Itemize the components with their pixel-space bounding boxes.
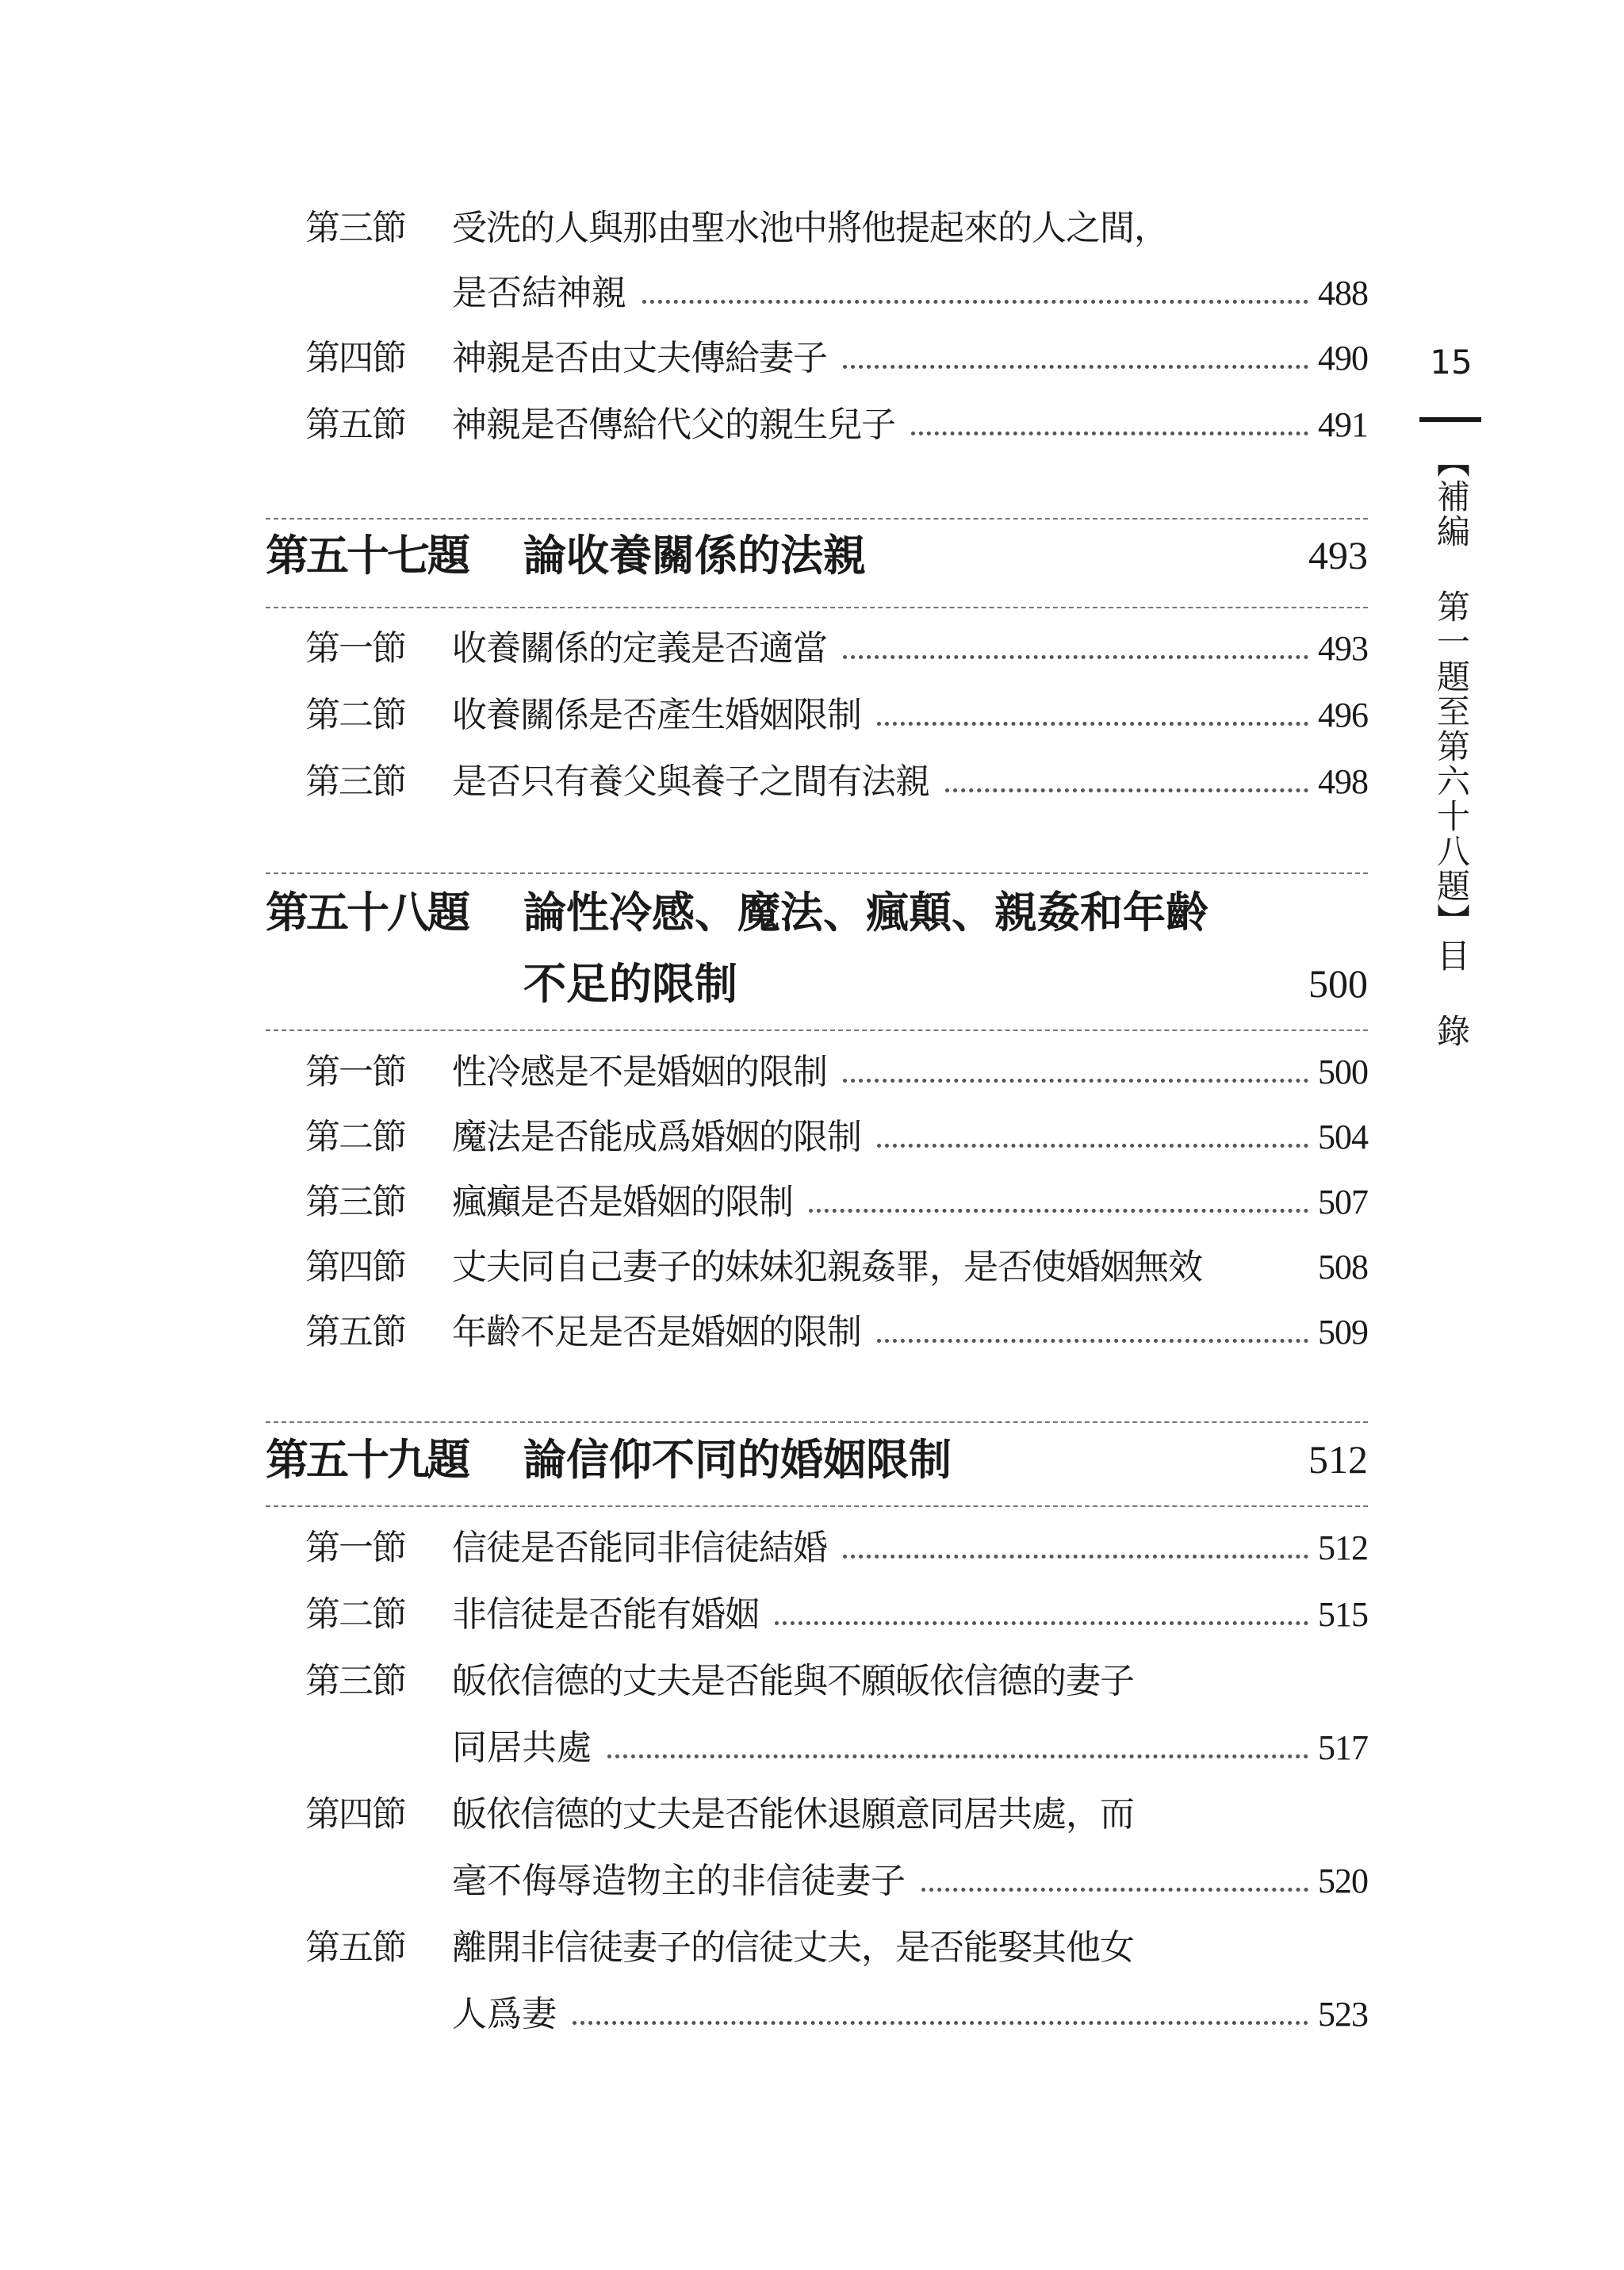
page-ref: 509 <box>1318 1313 1368 1352</box>
section-label: 第五節 <box>305 1927 405 1968</box>
chapter-heading <box>266 880 1368 944</box>
divider <box>266 872 1368 874</box>
chapter-number: 第五十八題 <box>266 887 468 938</box>
leader-dots <box>877 1144 1308 1148</box>
leader-dots <box>945 788 1308 792</box>
leader-dots <box>877 722 1308 726</box>
page-ref: 496 <box>1318 696 1368 734</box>
divider <box>266 518 1368 520</box>
leader-dots <box>921 1888 1308 1892</box>
section-label: 第五節 <box>305 405 405 445</box>
toc-entry-continuation <box>452 1724 1368 1772</box>
page-ref: 512 <box>1318 1528 1368 1567</box>
section-title: 信徒是否能同非信徒結婚 <box>452 1528 827 1568</box>
page-ref: 488 <box>1318 274 1368 313</box>
section-title: 受洗的人與那由聖水池中將他提起來的人之間， <box>452 208 1168 248</box>
page-ref: 500 <box>1318 1053 1368 1091</box>
toc-entry <box>305 1114 1368 1161</box>
page-ref: 504 <box>1318 1118 1368 1156</box>
section-label: 第三節 <box>305 1661 405 1701</box>
divider <box>266 1030 1368 1031</box>
section-label: 第一節 <box>305 628 405 669</box>
page-ref: 508 <box>1318 1248 1368 1286</box>
chapter-title: 論信仰不同的婚姻限制 <box>523 1434 952 1485</box>
toc-entry <box>305 1658 1368 1705</box>
leader-dots <box>877 1339 1308 1343</box>
leader-dots <box>843 365 1308 369</box>
toc-entry <box>305 1524 1368 1572</box>
toc-entry <box>305 1244 1368 1291</box>
section-label: 第四節 <box>305 1794 405 1835</box>
divider <box>266 607 1368 608</box>
section-title: 收養關係是否產生婚姻限制 <box>452 695 861 735</box>
section-title: 非信徒是否能有婚姻 <box>452 1594 759 1635</box>
toc-entry <box>305 1791 1368 1839</box>
page-ref: 523 <box>1318 1995 1368 2034</box>
leader-dots <box>809 1209 1308 1213</box>
section-label: 第一節 <box>305 1528 405 1568</box>
page-ref: 491 <box>1318 405 1368 444</box>
chapter-page: 493 <box>1308 533 1368 577</box>
section-title-continued: 同居共處 <box>452 1727 592 1768</box>
leader-dots <box>775 1621 1308 1625</box>
toc-entry <box>305 401 1368 449</box>
leader-dots <box>1218 1274 1308 1278</box>
page-ref: 517 <box>1318 1728 1368 1767</box>
page-ref: 507 <box>1318 1183 1368 1221</box>
chapter-number: 第五十九題 <box>266 1434 468 1485</box>
page-ref: 515 <box>1318 1595 1368 1634</box>
divider <box>266 1421 1368 1423</box>
leader-dots <box>843 1079 1308 1083</box>
section-label: 第三節 <box>305 1182 405 1222</box>
section-title: 瘋癲是否是婚姻的限制 <box>452 1182 793 1222</box>
chapter-title-continued: 不足的限制 <box>523 958 737 1009</box>
toc-entry <box>305 205 1368 252</box>
running-head: 【補編 第一題至第六十八題】目 錄 <box>1432 444 1471 1049</box>
toc-entry <box>305 1591 1368 1639</box>
section-title-continued: 是否結神親 <box>452 273 626 313</box>
toc-entry <box>305 1309 1368 1356</box>
chapter-title: 論收養關係的法親 <box>523 530 866 581</box>
section-label: 第二節 <box>305 1117 405 1157</box>
section-label: 第二節 <box>305 1594 405 1635</box>
section-label: 第五節 <box>305 1312 405 1352</box>
leader-dots <box>573 2021 1308 2025</box>
section-title-continued: 毫不侮辱造物主的非信徒妻子 <box>452 1861 906 1901</box>
toc-entry-continuation <box>452 270 1368 317</box>
toc-entry <box>305 625 1368 673</box>
divider <box>266 1505 1368 1507</box>
chapter-page: 500 <box>1308 961 1368 1006</box>
toc-entry <box>305 758 1368 806</box>
section-title-continued: 人爲妻 <box>452 1994 557 2034</box>
section-title: 性冷感是不是婚姻的限制 <box>452 1052 827 1092</box>
toc-entry <box>305 1924 1368 1972</box>
leader-dots <box>843 655 1308 659</box>
section-label: 第二節 <box>305 695 405 735</box>
chapter-heading <box>266 1428 1368 1491</box>
toc-entry <box>305 335 1368 382</box>
section-label: 第三節 <box>305 208 405 248</box>
toc-entry <box>305 692 1368 739</box>
chapter-number: 第五十七題 <box>266 530 468 581</box>
toc-entry-continuation <box>452 1991 1368 2038</box>
page-ref: 493 <box>1318 629 1368 668</box>
chapter-title: 論性冷感、魔法、瘋顛、親姦和年齡 <box>523 887 1208 938</box>
leader-dots <box>911 431 1308 435</box>
page-number: 15 <box>1430 343 1473 382</box>
leader-dots <box>607 1754 1308 1758</box>
section-title: 神親是否由丈夫傳給妻子 <box>452 338 827 378</box>
section-title: 皈依信德的丈夫是否能與不願皈依信德的妻子 <box>452 1661 1134 1701</box>
page-ref: 490 <box>1318 339 1368 378</box>
page-ref: 520 <box>1318 1862 1368 1900</box>
section-label: 第四節 <box>305 1247 405 1287</box>
leader-dots <box>642 300 1308 304</box>
section-label: 第三節 <box>305 761 405 802</box>
leader-dots <box>843 1555 1308 1559</box>
section-title: 是否只有養父與養子之間有法親 <box>452 761 929 802</box>
toc-entry <box>305 1049 1368 1096</box>
section-title: 魔法是否能成爲婚姻的限制 <box>452 1117 861 1157</box>
chapter-heading-continuation <box>523 952 1368 1015</box>
chapter-heading <box>266 523 1368 587</box>
toc-entry <box>305 1179 1368 1226</box>
chapter-page: 512 <box>1308 1437 1368 1482</box>
page-ref: 498 <box>1318 762 1368 801</box>
section-title: 年齡不足是否是婚姻的限制 <box>452 1312 861 1352</box>
section-title: 丈夫同自己妻子的妹妹犯親姦罪，是否使婚姻無效 <box>452 1247 1202 1287</box>
section-title: 離開非信徒妻子的信徒丈夫，是否能娶其他女 <box>452 1927 1134 1968</box>
section-label: 第一節 <box>305 1052 405 1092</box>
section-label: 第四節 <box>305 338 405 378</box>
section-title: 神親是否傳給代父的親生兒子 <box>452 405 895 445</box>
toc-entry-continuation <box>452 1858 1368 1905</box>
folio-rule <box>1419 417 1481 422</box>
section-title: 皈依信德的丈夫是否能休退願意同居共處，而 <box>452 1794 1134 1835</box>
section-title: 收養關係的定義是否適當 <box>452 628 827 669</box>
